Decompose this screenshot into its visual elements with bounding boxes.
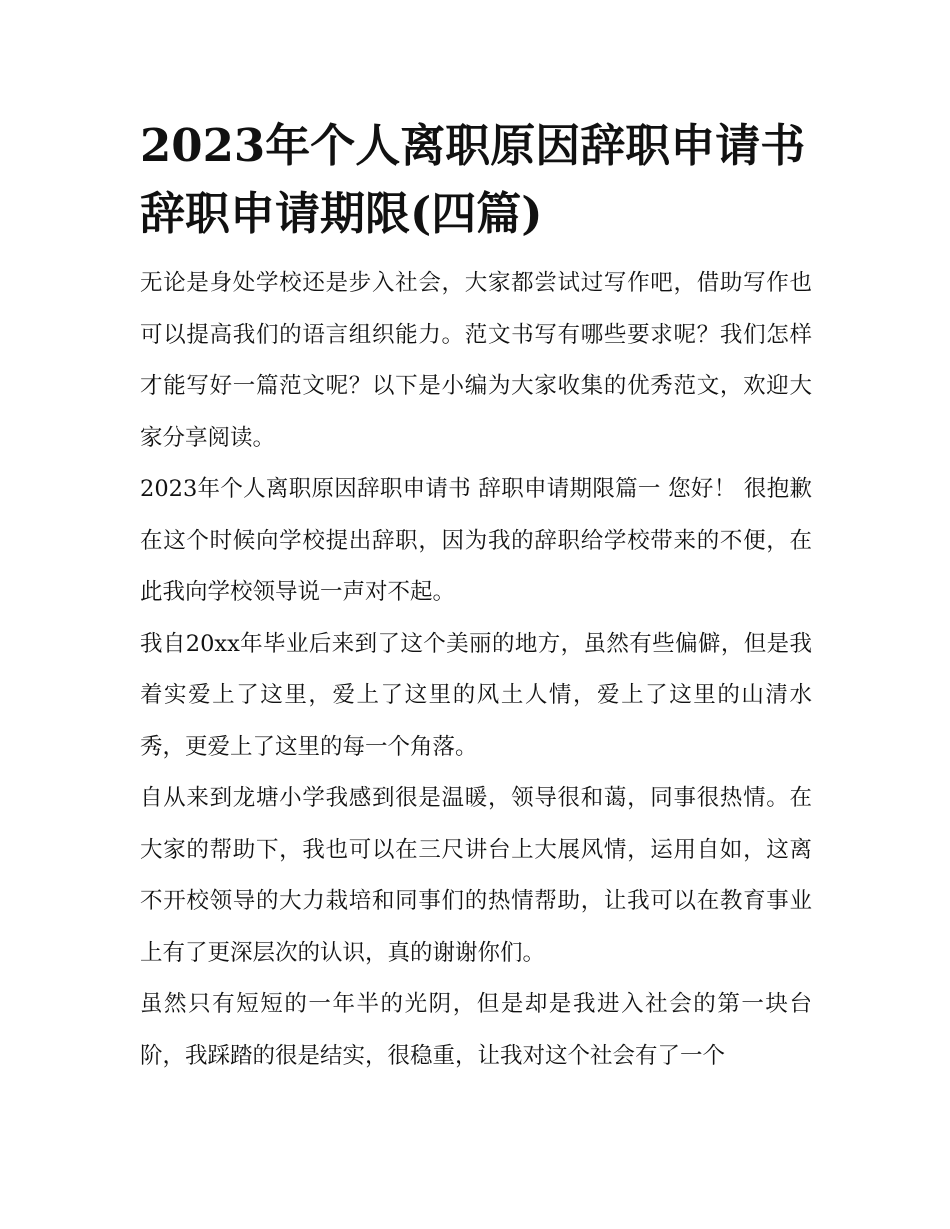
paragraph-gratitude: 自从来到龙塘小学我感到很是温暖，领导很和蔼，同事很热情。在大家的帮助下，我也可以在三尺讲台上大展风情，运用自如，这离不开校领导的大力栽培和同事们的热情帮助，让我可以在教育事业上有了更深层次的认识，真的谢谢你们。 [140, 785, 812, 966]
document-page [140, 112, 812, 1082]
paragraph-experience: 虽然只有短短的一年半的光阴，但是却是我进入社会的第一块台阶，我踩踏的很是结实，很稳重，让我对这个社会有了一个 [140, 991, 812, 1069]
document-title: 2023年个人离职原因辞职申请书 辞职申请期限(四篇) [140, 119, 806, 240]
paragraph-letter-opening: 2023年个人离职原因辞职申请书 辞职申请期限篇一 您好！ 很抱歉在这个时候向学校提出辞职，因为我的辞职给学校带来的不便，在此我向学校领导说一声对不起。 [140, 476, 812, 605]
paragraph-intro: 无论是身处学校还是步入社会，大家都尝试过写作吧，借助写作也可以提高我们的语言组织能力。范文书写有哪些要求呢？我们怎样才能写好一篇范文呢？以下是小编为大家收集的优秀范文，欢迎大家分享阅读。 [140, 270, 812, 451]
paragraph-arrival: 我自20xx年毕业后来到了这个美丽的地方，虽然有些偏僻，但是我着实爱上了这里，爱上了这里的风土人情，爱上了这里的山清水秀，更爱上了这里的每一个角落。 [140, 630, 812, 760]
